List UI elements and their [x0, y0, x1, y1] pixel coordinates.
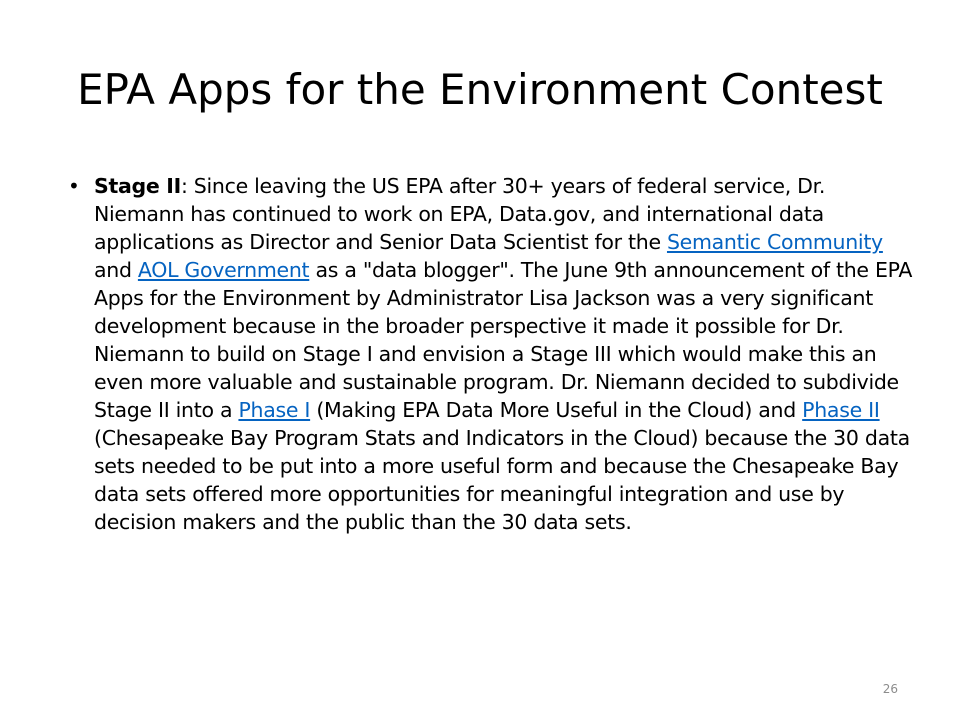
paragraph-text-3: as a "data blogger". The June 9th announcement of the EPA Apps for the Environment by Administrator Lisa Jackson was a very significant development because in the broader perspective it made it possible for Dr. Niemann to build on Stage I and envision a Stage III which would make this an even more valuable and sustainable program. Dr. Niemann decided to subdivide Stage II into a — [94, 258, 913, 422]
semantic-community-link[interactable]: Semantic Community — [666, 230, 883, 254]
paragraph-text-4: (Making EPA Data More Useful in the Cloud) and — [310, 398, 803, 422]
aol-government-link[interactable]: AOL Government — [137, 258, 310, 282]
phase-ii-link[interactable]: Phase II — [802, 398, 880, 422]
bullet-dot-icon: • — [68, 174, 80, 198]
bullet-item-stage-ii — [68, 172, 918, 536]
stage-label: Stage II — [94, 174, 181, 198]
paragraph-text-1: : Since leaving the US EPA after 30+ years of federal service, Dr. Niemann has continued to work on EPA, Data.gov, and international data applications as Director and Senior Data Scientist for the — [94, 174, 826, 254]
phase-i-link[interactable]: Phase I — [238, 398, 311, 422]
paragraph-text-2: and — [94, 258, 138, 282]
paragraph-text-5: (Chesapeake Bay Program Stats and Indicators in the Cloud) because the 30 data sets needed to be put into a more useful form and because the Chesapeake Bay data sets offered more opportunities for meaningful integration and use by decision makers and the public than the 30 data sets. — [94, 426, 910, 534]
bullet-list — [68, 172, 918, 536]
slide-title: EPA Apps for the Environment Contest — [77, 65, 883, 114]
page-number: 26 — [882, 682, 898, 696]
